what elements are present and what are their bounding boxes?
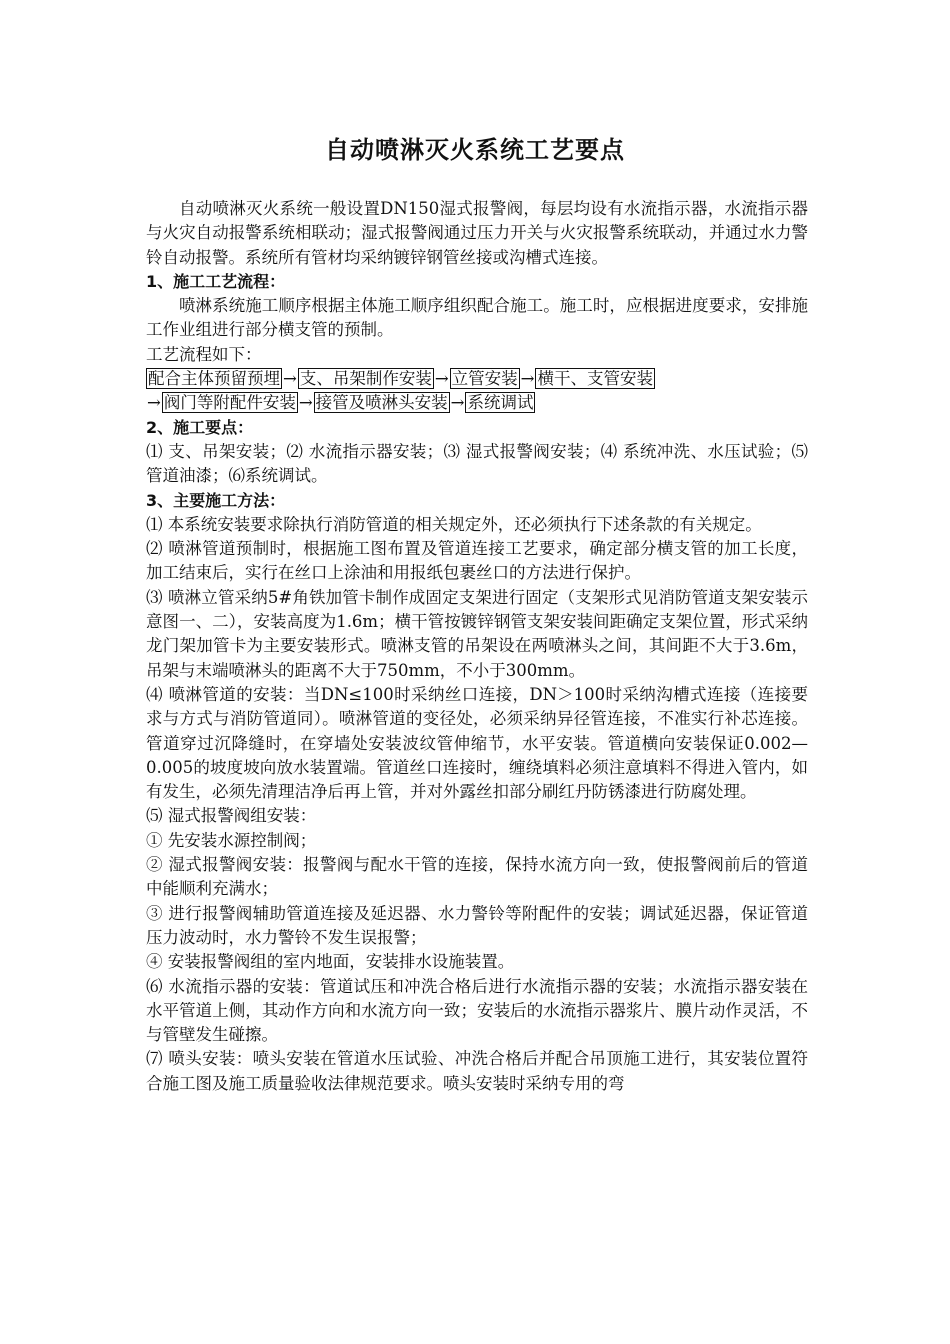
section-3-item: ⑷ 喷淋管道的安装：当DN≤100时采纳丝口连接，DN＞100时采纳沟槽式连接（连接要求与方式与消防管道同）。喷淋管道的变径处，必须采纳异径管连接，不准实行补芯连接。管道穿过沉降缝时，在穿墙处安装波纹管伸缩节，水平安装。管道横向安装保证0.002—0.005的坡度坡向放水装置端。管道丝口连接时，缠绕填料必须注意填料不得进入管内，如有发生，必须先清理洁净后再上管，并对外露丝扣部分刷红丹防锈漆进行防腐处理。 bbox=[146, 684, 808, 802]
section-2-paragraph: ⑴ 支、吊架安装；⑵ 水流指示器安装；⑶ 湿式报警阀安装；⑷ 系统冲洗、水压试验；⑸ 管道油漆；⑹系统调试。 bbox=[146, 441, 808, 486]
flow-label: 工艺流程如下： bbox=[146, 344, 262, 364]
flow-step: 配合主体预留预埋 bbox=[148, 369, 280, 389]
flow-arrow-icon: → bbox=[147, 393, 161, 413]
section-3-item: ⑵ 喷淋管道预制时，根据施工图布置及管道连接工艺要求，确定部分横支管的加工长度，加工结束后，实行在丝口上涂油和用报纸包裹丝口的方法进行保护。 bbox=[146, 539, 808, 583]
flow-row-2 bbox=[146, 391, 808, 415]
flow-row-1 bbox=[146, 367, 808, 391]
flow-arrow-icon: → bbox=[450, 393, 465, 413]
section-2-heading: 2、施工要点： bbox=[146, 417, 254, 437]
section-3-item: ② 湿式报警阀安装：报警阀与配水干管的连接，保持水流方向一致，使报警阀前后的管道中能顺利充满水； bbox=[146, 855, 808, 899]
section-3-item: ⑴ 本系统安装要求除执行消防管道的相关规定外，还必须执行下述条款的有关规定。 bbox=[146, 514, 762, 534]
flow-step: 支、吊架制作安装 bbox=[299, 369, 432, 389]
intro-paragraph: 自动喷淋灭火系统一般设置DN150湿式报警阀，每层均设有水流指示器，水流指示器与火灾自动报警系统相联动；湿式报警阀通过压力开关与火灾报警系统联动，并通过水力警铃自动报警。系统所有管材均采纳镀锌钢管丝接或沟槽式连接。 bbox=[146, 199, 808, 267]
document-body bbox=[146, 197, 808, 1096]
flow-step: 阀门等附配件安装 bbox=[163, 393, 296, 413]
section-3-item: ③ 进行报警阀辅助管道连接及延迟器、水力警铃等附配件的安装；调试延迟器，保证管道压力波动时，水力警铃不发生误报警； bbox=[146, 903, 808, 947]
section-3-item: ⑺ 喷头安装：喷头安装在管道水压试验、冲洗合格后并配合吊顶施工进行，其安装位置符合施工图及施工质量验收法律规范要求。喷头安装时采纳专用的弯 bbox=[146, 1049, 808, 1093]
flow-arrow-icon: → bbox=[434, 369, 449, 389]
section-3-item: ① 先安装水源控制阀； bbox=[146, 830, 317, 850]
section-1-heading: 1、施工工艺流程： bbox=[146, 271, 286, 291]
flow-step: 接管及喷淋头安装 bbox=[315, 393, 448, 413]
flow-arrow-icon: → bbox=[520, 369, 535, 389]
flow-arrow-icon: → bbox=[298, 393, 313, 413]
section-3-heading: 3、主要施工方法： bbox=[146, 490, 286, 510]
flow-step: 系统调试 bbox=[467, 393, 534, 413]
section-3-item: ⑸ 湿式报警阀组安装： bbox=[146, 806, 317, 826]
flow-step: 立管安装 bbox=[451, 369, 518, 389]
section-3-item: ⑹ 水流指示器的安装：管道试压和冲洗合格后进行水流指示器的安装；水流指示器安装在水平管道上侧，其动作方向和水流方向一致；安装后的水流指示器浆片、膜片动作灵活，不与管壁发生碰擦。 bbox=[146, 976, 808, 1045]
flow-arrow-icon: → bbox=[283, 369, 297, 389]
document-title: 自动喷淋灭火系统工艺要点 bbox=[325, 136, 625, 164]
flow-step: 横干、支管安装 bbox=[537, 369, 653, 389]
section-3-item: ④ 安装报警阀组的室内地面，安装排水设施装置。 bbox=[146, 952, 515, 972]
section-1-paragraph: 喷淋系统施工顺序根据主体施工顺序组织配合施工。施工时，应根据进度要求，安排施工作业组进行部分横支管的预制。 bbox=[146, 296, 808, 340]
section-3-item: ⑶ 喷淋立管采纳5#角铁加管卡制作成固定支架进行固定（支架形式见消防管道支架安装示意图一、二），安装高度为1.6m；横干管按镀锌钢管支架安装间距确定支架位置，形式采纳龙门架加管卡为主要安装形式。喷淋支管的吊架设在两喷淋头之间，其间距不大于3.6m，吊架与末端喷淋头的距离不大于750mm，不小于300mm。 bbox=[146, 587, 808, 680]
